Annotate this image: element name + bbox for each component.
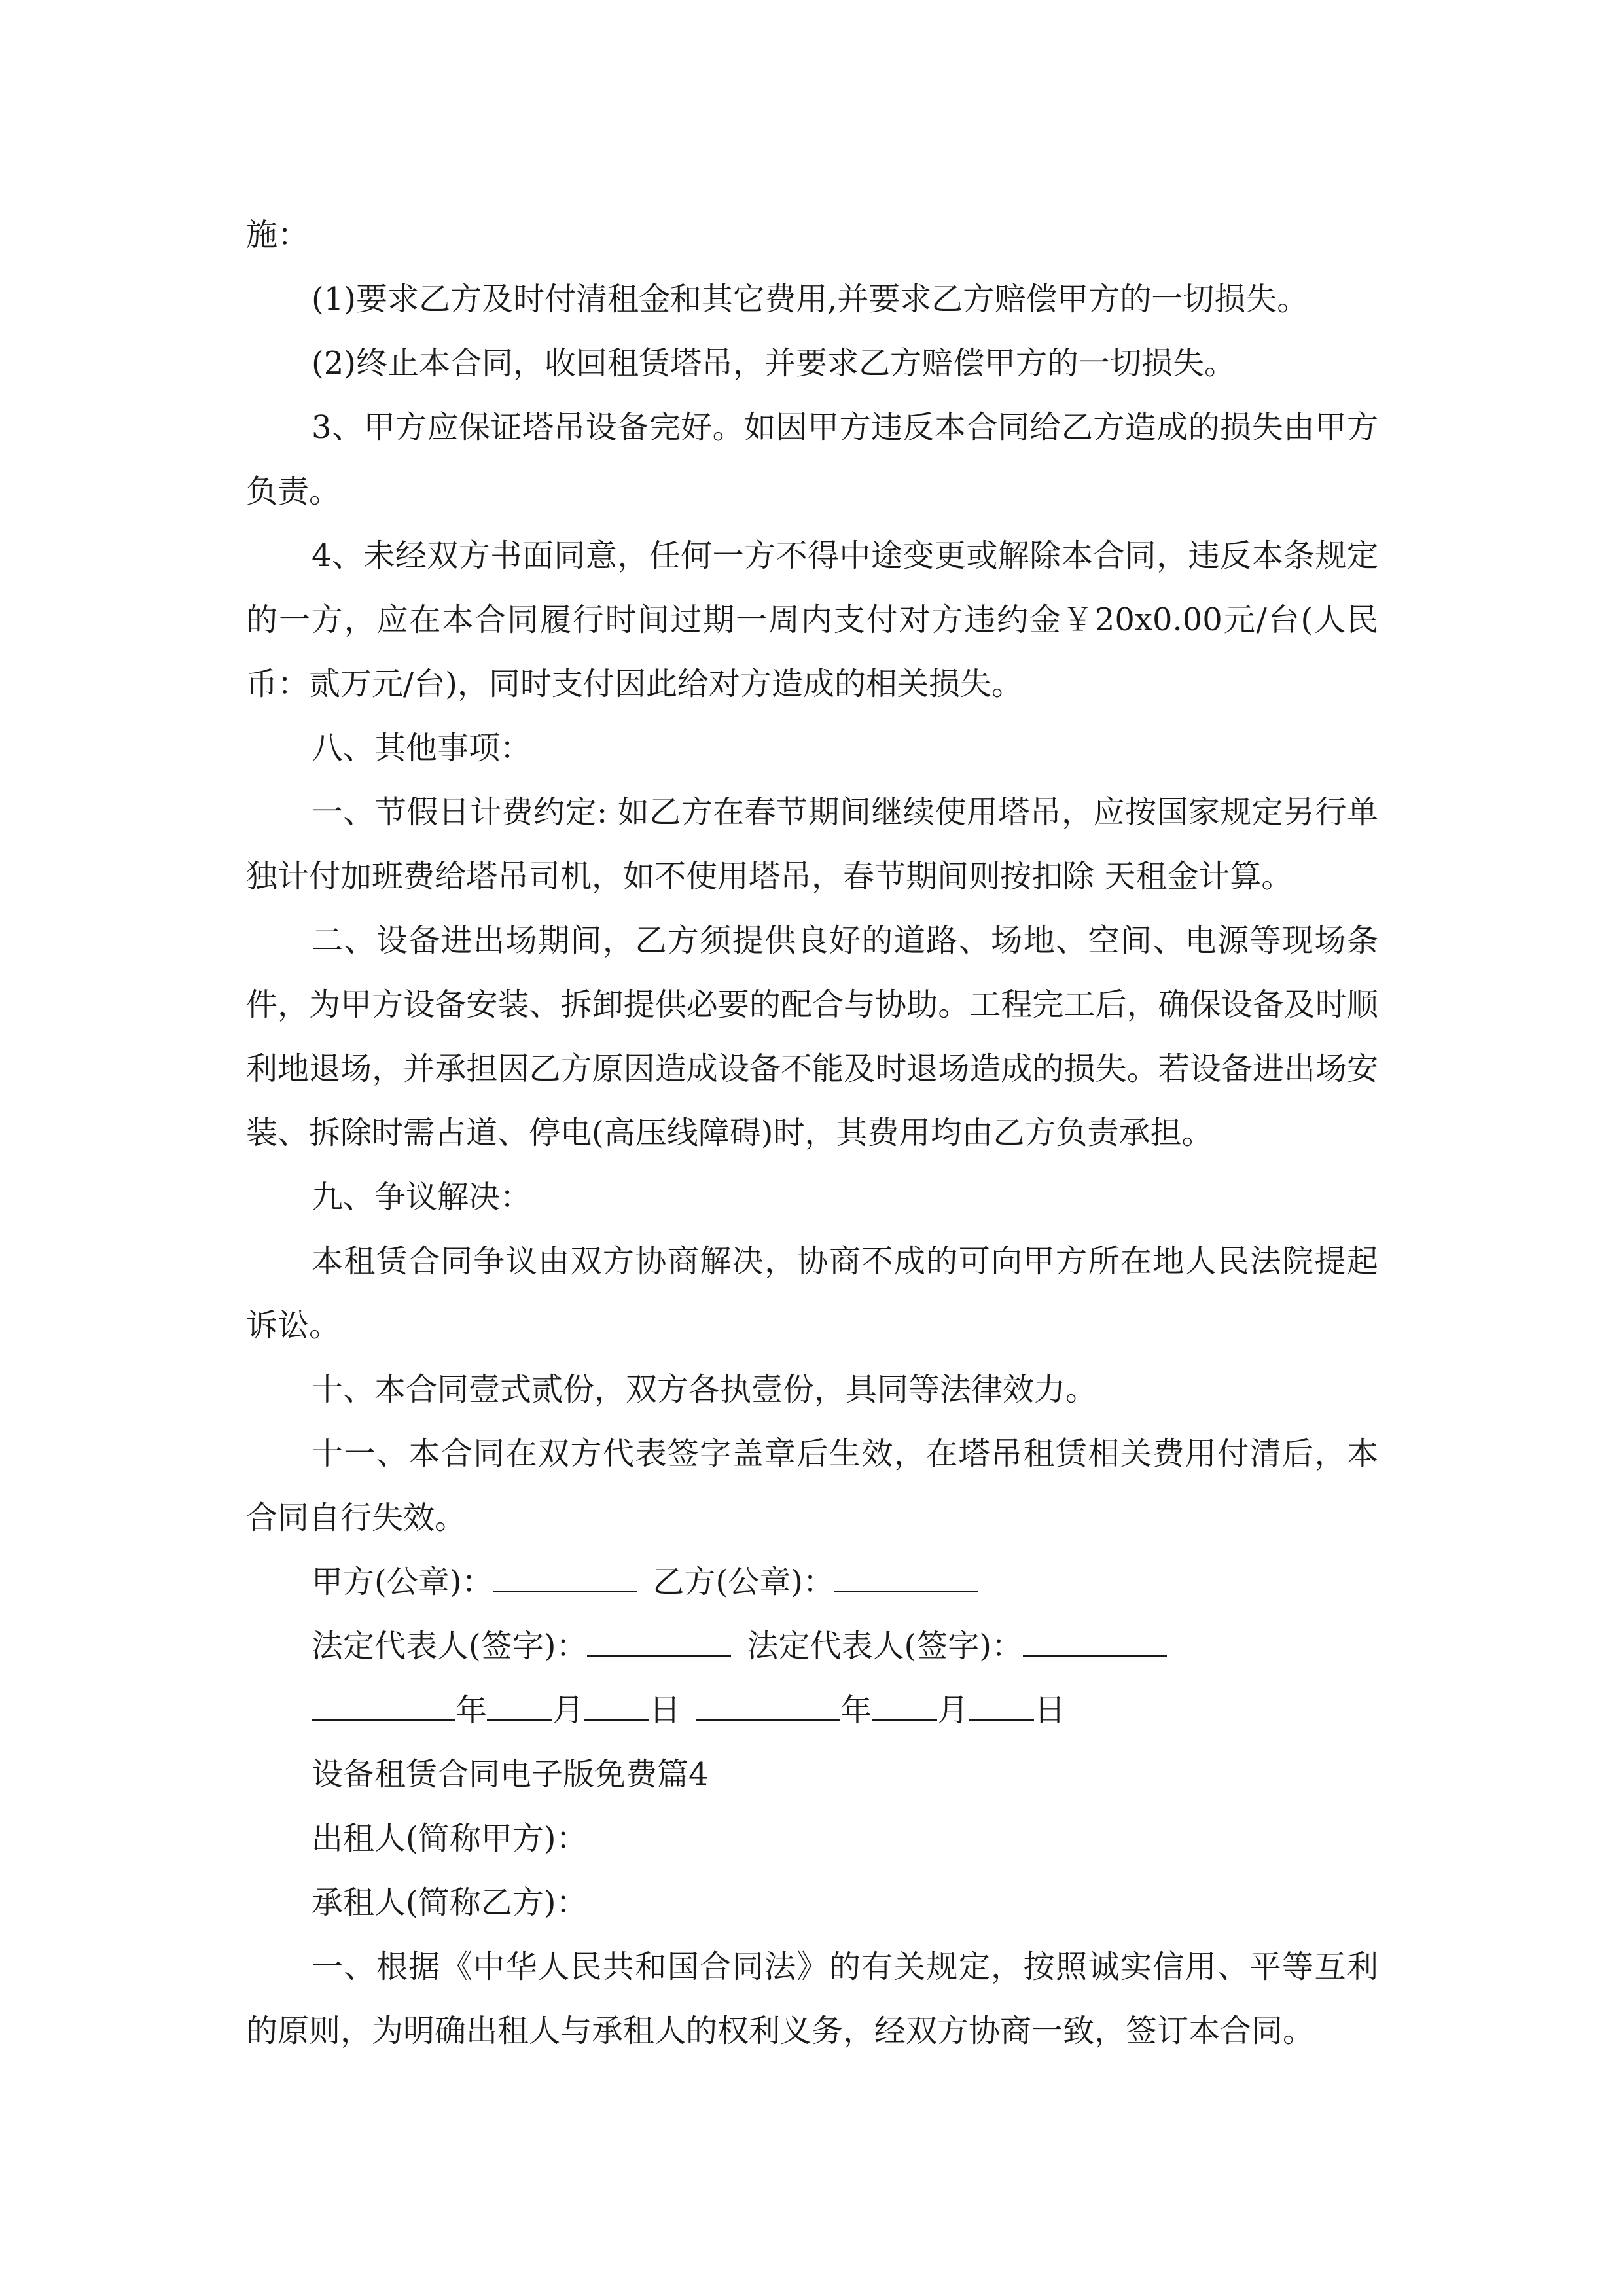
party-b-seal-blank: [834, 1565, 978, 1592]
date-a-year-label: 年: [455, 1692, 488, 1729]
party-a-seal-label: 甲方(公章)：: [312, 1564, 493, 1600]
date-b-year-label: 年: [840, 1692, 872, 1729]
date-b-day-blank: [969, 1693, 1034, 1721]
paragraph-clause-1: (1)要求乙方及时付清租金和其它费用,并要求乙方赔偿甲方的一切损失。: [312, 281, 1309, 317]
lessee-label: 承租人(简称乙方)：: [312, 1884, 588, 1921]
date-b-month-label: 月: [937, 1692, 969, 1729]
document-body: [246, 203, 1378, 2063]
section-4-title: 设备租赁合同电子版免费篇4: [312, 1756, 709, 1793]
date-b-month-blank: [872, 1693, 937, 1721]
date-a-month-label: 月: [552, 1692, 584, 1729]
section-heading-dispute: 九、争议解决：: [312, 1179, 532, 1215]
paragraph-clause-2: (2)终止本合同，收回租赁塔吊，并要求乙方赔偿甲方的一切损失。: [312, 345, 1236, 382]
date-b-year-blank: [696, 1693, 840, 1721]
paragraph-item-4: 4、未经双方书面同意，任何一方不得中途变更或解除本合同，违反本条规定的一方，应在本合同履行时间过期一周内支付对方违约金￥20x0.00元/台(人民币：贰万元/台)，同时支付因此给对方造成的相关损失。: [246, 537, 1378, 702]
legal-rep-b-blank: [1023, 1629, 1167, 1657]
paragraph-continuation: 施：: [246, 217, 310, 253]
paragraph-equipment-entry-exit: 二、设备进出场期间，乙方须提供良好的道路、场地、空间、电源等现场条件，为甲方设备安装、拆卸提供必要的配合与协助。工程完工后，确保设备及时顺利地退场，并承担因乙方原因造成设备不能及时退场造成的损失。若设备进出场安装、拆除时需占道、停电(高压线障碍)时，其费用均由乙方负责承担。: [246, 922, 1378, 1151]
legal-rep-line: [246, 1614, 1378, 1678]
paragraph-effectiveness: 十一、本合同在双方代表签字盖章后生效，在塔吊租赁相关费用付清后，本合同自行失效。: [246, 1435, 1378, 1536]
legal-rep-a-blank: [587, 1629, 731, 1657]
legal-rep-a-label: 法定代表人(签字)：: [312, 1628, 588, 1664]
paragraph-holiday-billing: 一、节假日计费约定: 如乙方在春节期间继续使用塔吊，应按国家规定另行单独计付加班费给塔吊司机，如不使用塔吊，春节期间则按扣除 天租金计算。: [246, 794, 1378, 895]
party-b-seal-label: 乙方(公章)：: [652, 1564, 834, 1600]
date-a-day-label: 日: [649, 1692, 681, 1729]
paragraph-item-3: 3、甲方应保证塔吊设备完好。如因甲方违反本合同给乙方造成的损失由甲方负责。: [246, 409, 1378, 510]
date-b-day-label: 日: [1034, 1692, 1066, 1729]
party-a-seal-blank: [493, 1565, 637, 1592]
date-a-day-blank: [584, 1693, 649, 1721]
paragraph-contract-intro: 一、根据《中华人民共和国合同法》的有关规定，按照诚实信用、平等互利的原则，为明确出租人与承租人的权利义务，经双方协商一致，签订本合同。: [246, 1948, 1378, 2049]
paragraph-copies: 十、本合同壹式贰份，双方各执壹份，具同等法律效力。: [312, 1371, 1097, 1408]
date-line: [246, 1678, 1378, 1742]
section-heading-other-matters: 八、其他事项：: [312, 730, 532, 766]
paragraph-dispute-resolution: 本租赁合同争议由双方协商解决，协商不成的可向甲方所在地人民法院提起诉讼。: [246, 1243, 1378, 1344]
date-a-month-blank: [487, 1693, 552, 1721]
date-a-year-blank: [312, 1693, 455, 1721]
legal-rep-b-label: 法定代表人(签字)：: [747, 1628, 1023, 1664]
seal-line: [246, 1550, 1378, 1614]
lessor-label: 出租人(简称甲方)：: [312, 1820, 588, 1857]
